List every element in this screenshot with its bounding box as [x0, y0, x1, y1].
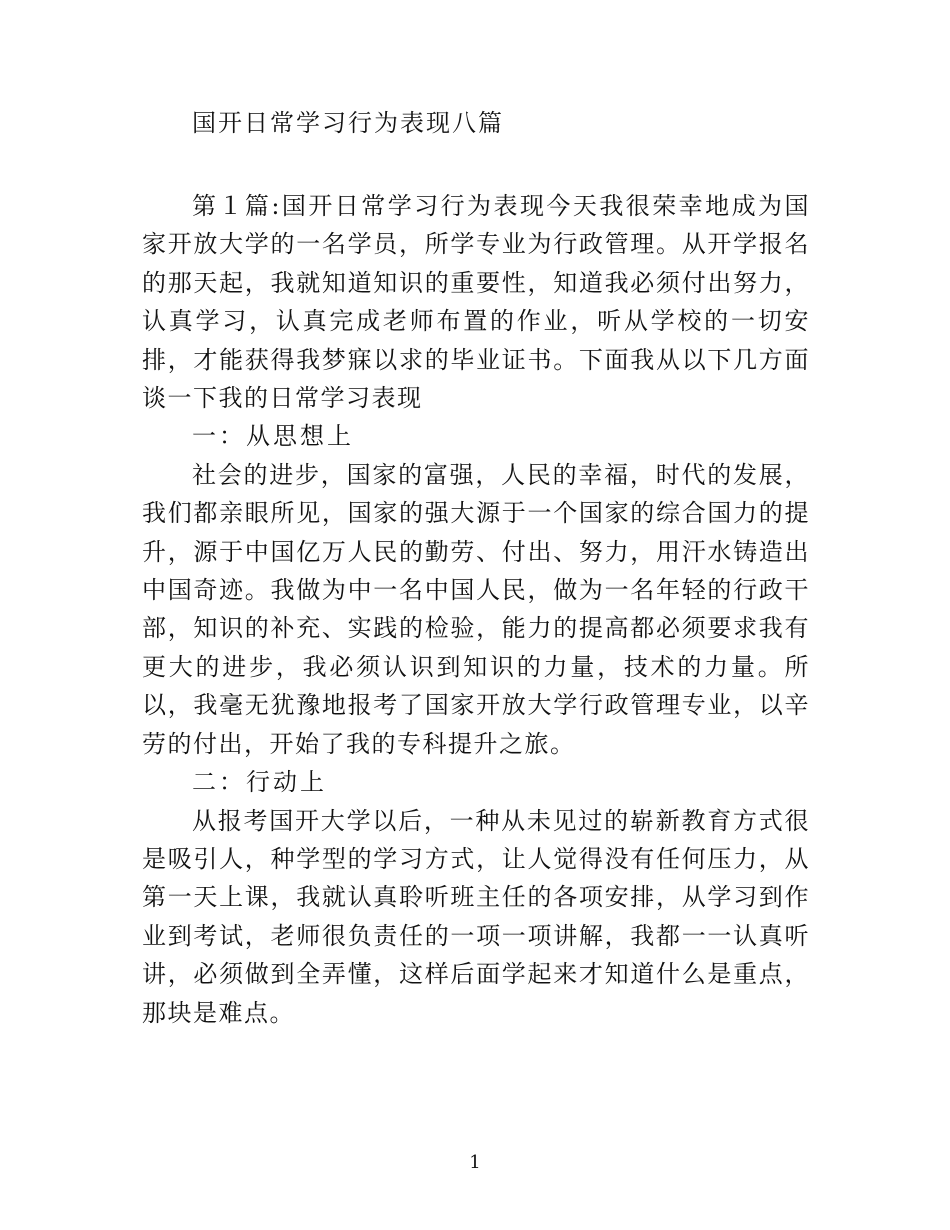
document-body [142, 187, 810, 1032]
document-title: 国开日常学习行为表现八篇 [192, 109, 504, 137]
section-paragraph-action: 从报考国开大学以后，一种从未见过的崭新教育方式很是吸引人，种学型的学习方式，让人觉得没有任何压力，从第一天上课，我就认真聆听班主任的各项安排，从学习到作业到考试，老师很负责任的一项一项讲解，我都一一认真听讲，必须做到全弄懂，这样后面学起来才知道什么是重点，那块是难点。 [142, 806, 810, 1027]
section-paragraph-thought: 社会的进步，国家的富强，人民的幸福，时代的发展，我们都亲眼所见，国家的强大源于一个国家的综合国力的提升，源于中国亿万人民的勤劳、付出、努力，用汗水铸造出中国奇迹。我做为中一名中国人民，做为一名年轻的行政干部，知识的补充、实践的检验，能力的提高都必须要求我有更大的进步，我必须认识到知识的力量，技术的力量。所以，我毫无犹豫地报考了国家开放大学行政管理专业，以辛劳的付出，开始了我的专科提升之旅。 [142, 460, 810, 758]
section-heading-thought: 一：从思想上 [192, 422, 354, 451]
page-number: 1 [469, 1152, 481, 1173]
intro-paragraph: 第１篇:国开日常学习行为表现今天我很荣幸地成为国家开放大学的一名学员，所学专业为行政管理。从开学报名的那天起，我就知道知识的重要性，知道我必须付出努力，认真学习，认真完成老师布置的作业，听从学校的一切安排，才能获得我梦寐以求的毕业证书。下面我从以下几方面谈一下我的日常学习表现 [142, 192, 810, 413]
section-heading-action: 二：行动上 [192, 768, 327, 797]
